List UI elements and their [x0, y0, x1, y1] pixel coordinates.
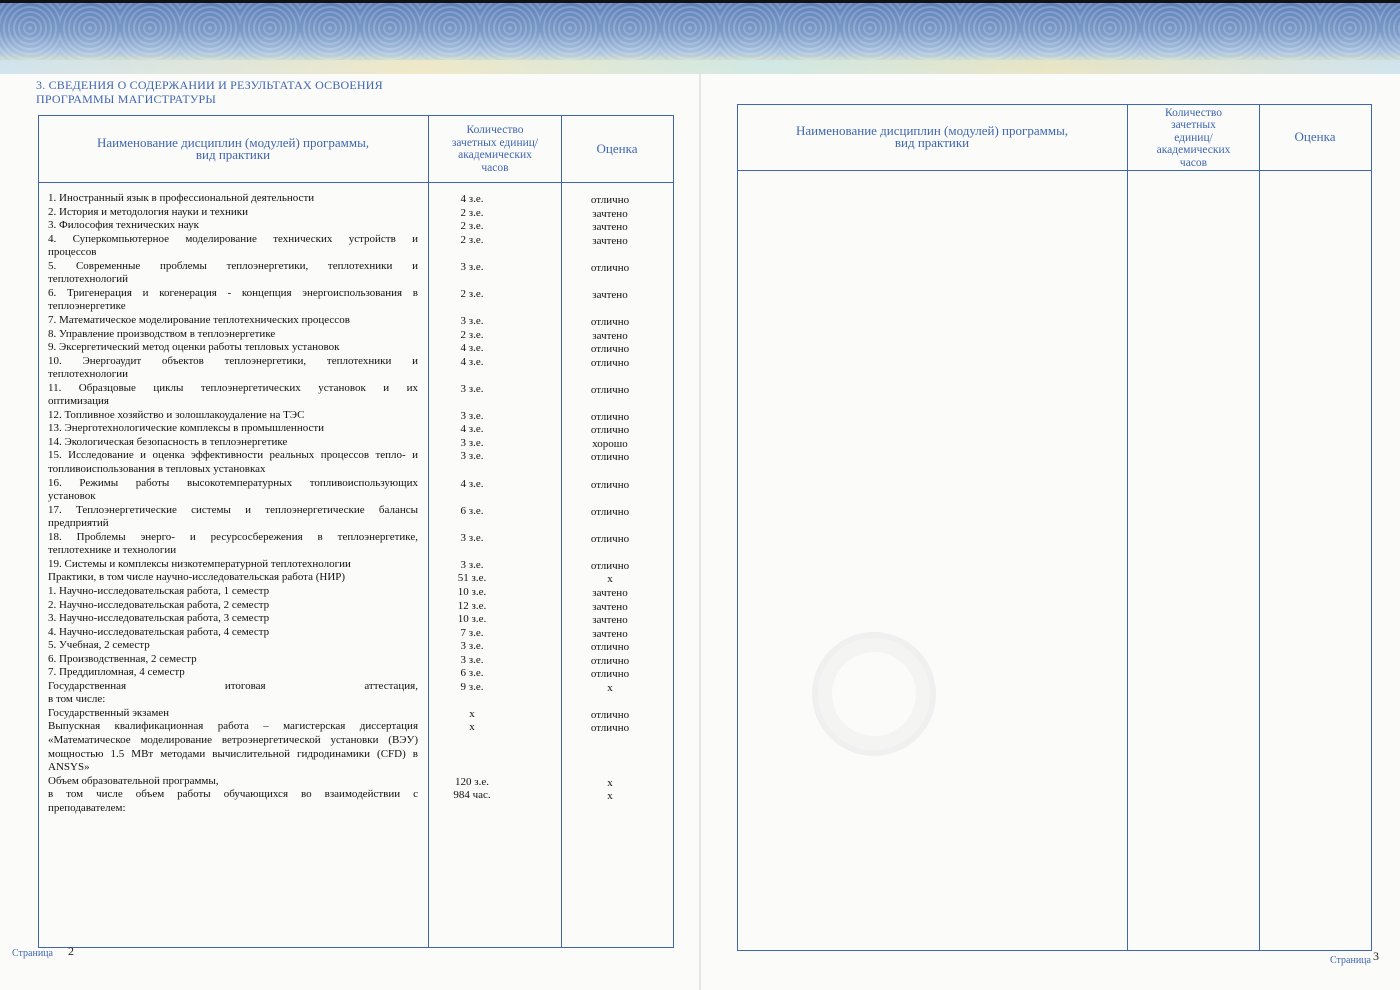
discipline-name-line: Выпускная квалификационная работа – магистерская диссертация	[48, 720, 418, 733]
right-page-label: Страница	[1330, 955, 1371, 966]
left-table-header-rule	[38, 182, 674, 183]
discipline-name-line: 11. Образцовые циклы теплоэнергетических установок и их	[48, 381, 418, 394]
grade-cell: отлично	[590, 722, 630, 735]
right-header-discipline-line1: Наименование дисциплин (модулей) программы,	[795, 122, 1069, 138]
discipline-name-line: мощностью 1.5 МВт методами вычислительной гидродинамики (CFD) в	[48, 747, 418, 760]
grade-cell: отлично	[590, 478, 630, 491]
credits-cell: 3 з.е.	[460, 409, 484, 422]
credits-cell: 2 з.е.	[460, 220, 484, 233]
credits-cell: 3 з.е.	[460, 531, 484, 544]
discipline-name-line: 2. Научно-исследовательская работа, 2 семестр	[48, 598, 270, 611]
discipline-name-line: 13. Энерготехнологические комплексы в промышленности	[48, 422, 325, 435]
credits-cell: 7 з.е.	[460, 626, 484, 639]
grade-cell: отлично	[590, 356, 630, 369]
grade-cell: отлично	[590, 708, 630, 721]
discipline-name-line: 17. Теплоэнергетические системы и теплоэнергетические балансы	[48, 503, 418, 516]
credits-cell: 4 з.е.	[460, 193, 484, 205]
credits-cell: 4 з.е.	[460, 355, 484, 368]
left-header-credits-line2: зачетных единиц/	[451, 136, 539, 149]
grade-cell: зачтено	[592, 614, 628, 627]
credits-cell: 4 з.е.	[460, 342, 484, 355]
grade-cell: х	[607, 776, 613, 789]
discipline-name-line: теплотехнологии	[48, 368, 128, 381]
left-header-discipline-line1: Наименование дисциплин (модулей) программы,	[96, 134, 370, 150]
discipline-name-line: 8. Управление производством в теплоэнергетике	[48, 327, 276, 340]
discipline-name-line: предприятий	[48, 517, 109, 530]
left-header-credits-line3: академических	[458, 149, 532, 161]
credits-cell: 2 з.е.	[460, 328, 484, 341]
discipline-name-line: 1. Научно-исследовательская работа, 1 семестр	[48, 584, 270, 597]
section-title	[36, 78, 456, 106]
discipline-name-line: в том числе объем работы обучающихся во взаимодействии с	[48, 788, 418, 801]
grade-cell: отлично	[590, 505, 630, 518]
discipline-name-line: топливоиспользования в тепловых установках	[48, 462, 266, 475]
credits-cell: х	[469, 721, 475, 734]
discipline-name-line: 6. Производственная, 2 семестр	[48, 652, 197, 665]
grade-cell: х	[607, 681, 613, 694]
right-header-credits-line2: зачетных	[1171, 119, 1216, 132]
discipline-name-line: 7. Преддипломная, 4 семестр	[48, 666, 185, 679]
discipline-name-line: 19. Системы и комплексы низкотемпературной теплотехнологии	[48, 557, 351, 570]
credits-cell: 12 з.е.	[457, 599, 487, 612]
grade-cell: отлично	[590, 343, 630, 356]
credits-cell: 51 з.е.	[457, 572, 487, 585]
discipline-name-line: в том числе:	[48, 693, 106, 706]
left-page-number: 2	[68, 944, 74, 958]
right-table-col-rule-2	[1259, 104, 1260, 950]
discipline-name-line: преподавателем:	[48, 801, 126, 814]
discipline-name-line: 15. Исследование и оценка эффективности реальных процессов тепло- и	[48, 449, 418, 462]
grade-cell: отлично	[590, 424, 630, 437]
right-header-credits	[1129, 106, 1258, 170]
credits-cell: 4 з.е.	[460, 477, 484, 490]
credits-cell: 9 з.е.	[460, 680, 484, 693]
discipline-name-line: 7. Математическое моделирование теплотехнических процессов	[48, 313, 350, 326]
grade-cell: отлично	[590, 641, 630, 654]
discipline-name-line: процессов	[48, 246, 97, 259]
right-header-grade	[1261, 106, 1369, 168]
grade-cell: отлично	[590, 668, 630, 681]
scan-edge	[0, 0, 1400, 3]
discipline-name-line: 3. Научно-исследовательская работа, 3 семестр	[48, 612, 270, 625]
credits-cell: 3 з.е.	[460, 382, 484, 395]
section-title-line2: ПРОГРАММЫ МАГИСТРАТУРЫ	[36, 92, 217, 106]
left-table-col-rule-1	[428, 115, 429, 947]
discipline-name-line: Государственная итоговая аттестация,	[48, 679, 418, 692]
grade-cell: зачтено	[592, 221, 628, 234]
credits-cell: 3 з.е.	[460, 558, 484, 571]
grade-cell: отлично	[590, 383, 630, 396]
discipline-name-line: «Математическое моделирование ветроэнергетической установки (ВЭУ)	[48, 733, 418, 746]
credits-cell: 6 з.е.	[460, 667, 484, 680]
discipline-name-line: 1. Иностранный язык в профессиональной деятельности	[48, 192, 315, 204]
credits-cell: 3 з.е.	[460, 653, 484, 666]
credits-cell: 10 з.е.	[457, 613, 487, 626]
credits-cell: 2 з.е.	[460, 287, 484, 300]
discipline-name-line: теплотехнологий	[48, 273, 128, 286]
credits-cell: 2 з.е.	[460, 233, 484, 246]
grade-cell: зачтено	[592, 600, 628, 613]
grade-cell: х	[607, 573, 613, 586]
faded-seal-stamp	[812, 632, 936, 756]
credits-cell: х	[469, 707, 475, 720]
discipline-name-line: 6. Тригенерация и когенерация - концепция энергоиспользования в	[48, 286, 418, 299]
left-header-grade	[563, 118, 671, 180]
discipline-name-line: теплоэнергетике	[48, 300, 126, 313]
right-header-credits-line3: единиц/	[1174, 131, 1213, 144]
credits-cell: 4 з.е.	[460, 423, 484, 436]
discipline-name-line: 2. История и методология науки и техники	[48, 205, 249, 218]
right-table	[737, 104, 1372, 951]
grade-cell: отлично	[590, 451, 630, 464]
credits-cell: 10 з.е.	[457, 585, 487, 598]
discipline-name-line: 14. Экологическая безопасность в теплоэнергетике	[48, 435, 288, 448]
section-title-line1: 3. СВЕДЕНИЯ О СОДЕРЖАНИИ И РЕЗУЛЬТАТАХ ОСВОЕНИЯ	[36, 78, 383, 92]
discipline-name-line: Объем образовательной программы,	[48, 774, 219, 787]
right-header-credits-line4: академических	[1156, 144, 1231, 157]
discipline-name-line: оптимизация	[48, 395, 109, 408]
grade-cell: отлично	[590, 194, 630, 206]
credits-cell: 3 з.е.	[460, 450, 484, 463]
discipline-name-line: 4. Суперкомпьютерное моделирование технических устройств и	[48, 232, 418, 245]
grade-cell: зачтено	[592, 288, 628, 301]
grade-cell: х	[607, 790, 613, 803]
grade-cell: отлично	[590, 559, 630, 572]
credits-cell: 984 час.	[453, 789, 491, 802]
right-header-credits-line1: Количество	[1165, 106, 1222, 119]
discipline-name-line: 10. Энергоаудит объектов теплоэнергетики, теплотехники и	[48, 354, 418, 367]
right-header-grade-label: Оценка	[1294, 128, 1336, 144]
page-fold	[699, 74, 701, 990]
discipline-name-line: 12. Топливное хозяйство и золошлакоудаление на ТЭС	[48, 408, 305, 421]
grade-cell: хорошо	[592, 437, 628, 450]
grade-cell: зачтено	[592, 234, 628, 247]
grade-cell: отлично	[590, 654, 630, 667]
credits-cell: 3 з.е.	[460, 436, 484, 449]
left-header-grade-label: Оценка	[596, 140, 638, 156]
discipline-name-line: 18. Проблемы энерго- и ресурсосбережения в теплоэнергетике,	[48, 530, 418, 543]
discipline-name-line: установок	[48, 490, 96, 503]
discipline-name-line: 9. Эксергетический метод оценки работы тепловых установок	[48, 341, 340, 354]
discipline-name-line: 3. Философия технических наук	[48, 219, 199, 232]
discipline-name-line: 4. Научно-исследовательская работа, 4 семестр	[48, 625, 270, 638]
decorative-banner-strip	[0, 60, 1400, 74]
discipline-name-line: Государственный экзамен	[48, 706, 170, 719]
left-header-credits-line1: Количество	[466, 124, 524, 136]
credits-cell: 6 з.е.	[460, 504, 484, 517]
grade-cell: отлично	[590, 315, 630, 328]
discipline-name-line: Практики, в том числе научно-исследовательская работа (НИР)	[48, 571, 346, 584]
left-header-discipline	[40, 118, 426, 180]
discipline-name-line: 5. Учебная, 2 семестр	[48, 639, 150, 652]
credits-cell: 3 з.е.	[460, 640, 484, 653]
grade-cell: зачтено	[592, 627, 628, 640]
right-page-number: 3	[1373, 949, 1379, 963]
discipline-name-line: теплотехнике и технологии	[48, 544, 177, 557]
right-header-discipline-line2: вид практики	[894, 135, 970, 150]
grade-cell: отлично	[590, 532, 630, 545]
discipline-name-line: 5. Современные проблемы теплоэнергетики, теплотехники и	[48, 259, 418, 272]
right-table-col-rule-1	[1127, 104, 1128, 950]
grade-cell: зачтено	[592, 207, 628, 220]
right-header-discipline	[739, 106, 1125, 168]
grade-cell: отлично	[590, 261, 630, 274]
left-header-credits-line4: часов	[481, 161, 509, 174]
credits-cell: 3 з.е.	[460, 260, 484, 273]
left-header-discipline-line2: вид практики	[195, 147, 271, 162]
right-table-header-rule	[737, 170, 1372, 171]
grade-cell: зачтено	[592, 586, 628, 599]
left-header-credits	[430, 118, 560, 180]
discipline-name-line: ANSYS»	[48, 761, 90, 774]
credits-cell: 3 з.е.	[460, 314, 484, 327]
credits-cell: 2 з.е.	[460, 206, 484, 219]
discipline-name-line: 16. Режимы работы высокотемпературных топливоиспользующих	[48, 476, 418, 489]
credits-cell: 120 з.е.	[455, 775, 489, 788]
right-header-credits-line5: часов	[1179, 156, 1208, 169]
grade-cell: отлично	[590, 410, 630, 423]
left-page-label: Страница	[12, 948, 53, 959]
grade-cell: зачтено	[592, 329, 628, 342]
